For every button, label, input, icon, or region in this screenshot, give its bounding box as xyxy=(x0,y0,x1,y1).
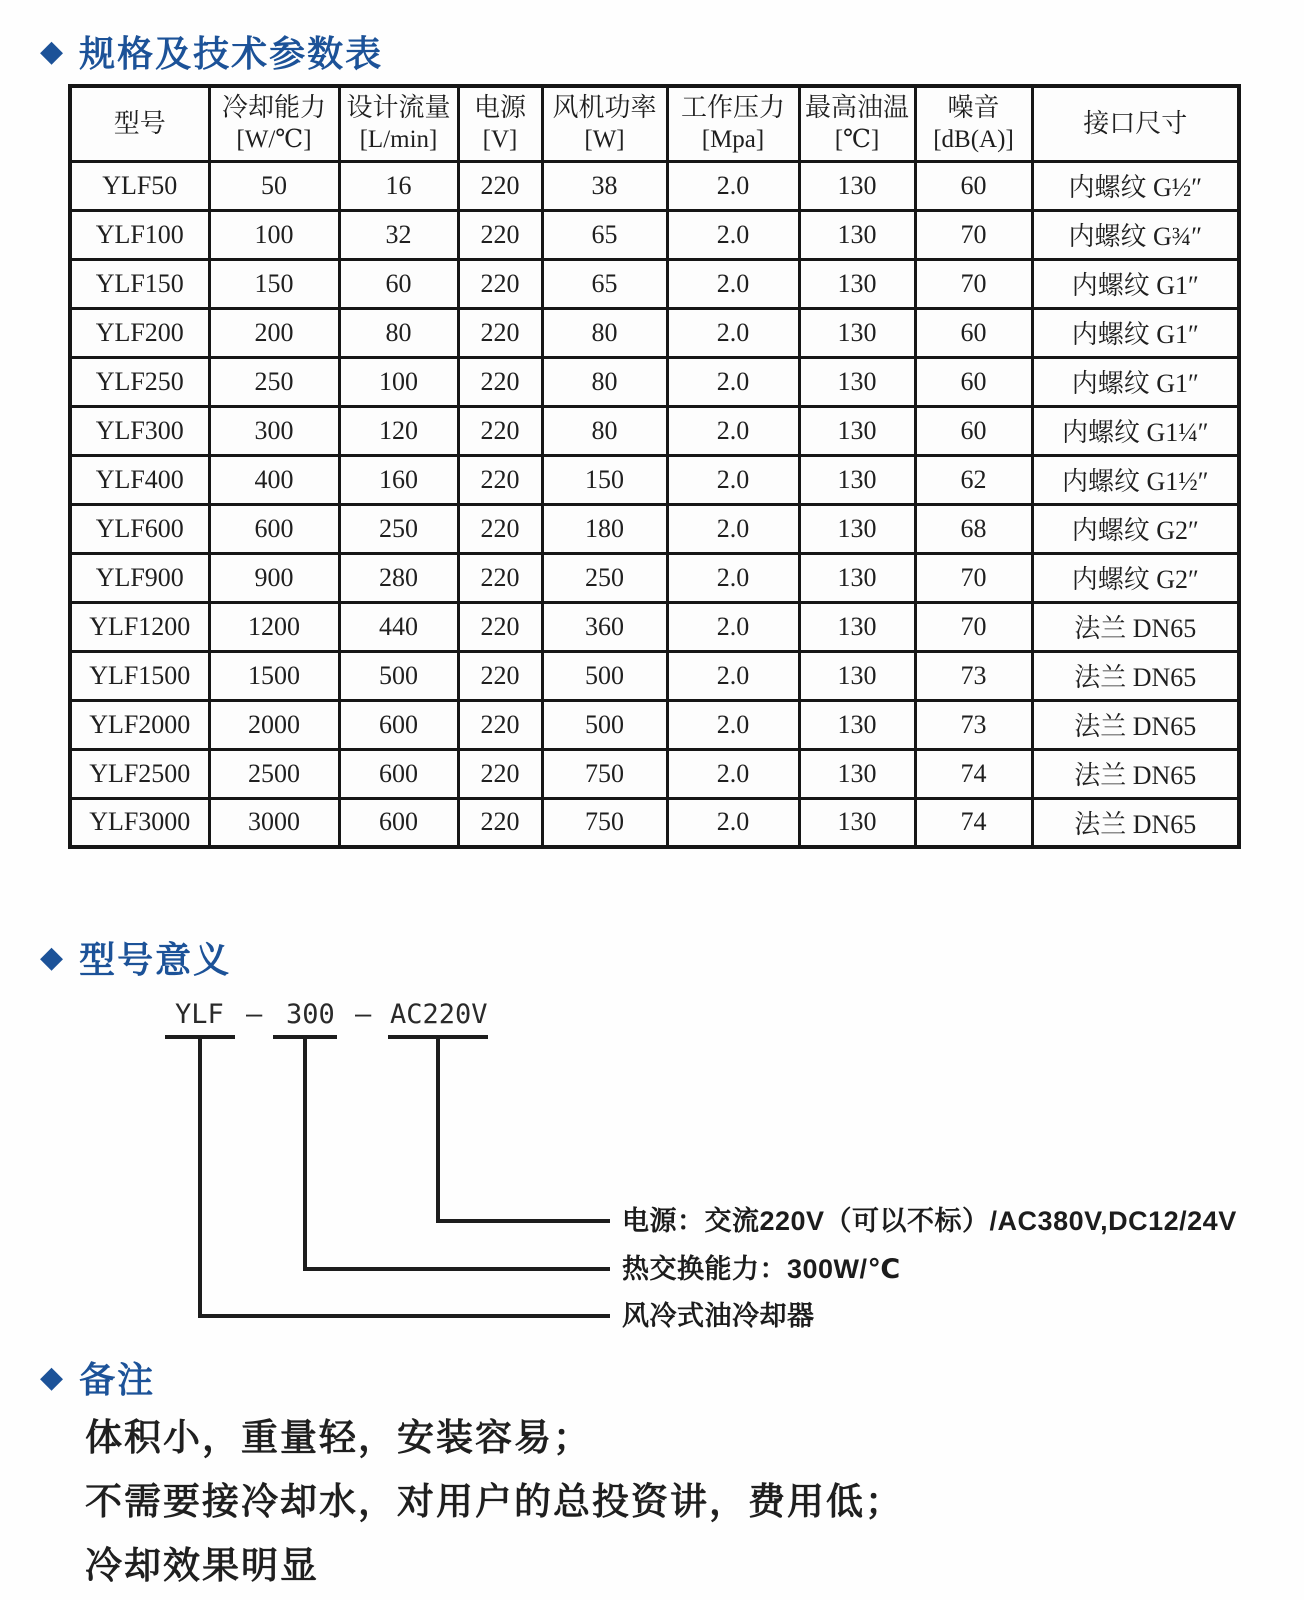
cell-noise: 68 xyxy=(915,504,1032,553)
cell-cooling-capacity: 600 xyxy=(209,504,339,553)
cell-noise: 70 xyxy=(915,553,1032,602)
model-separator: – xyxy=(246,999,263,1030)
cell-power-supply: 220 xyxy=(458,651,542,700)
cell-working-pressure: 2.0 xyxy=(667,259,799,308)
model-meaning-section-title: 型号意义 xyxy=(79,939,232,980)
connector-horizontal-prefix xyxy=(198,1314,610,1318)
spec-table-row xyxy=(70,602,1239,651)
cell-noise: 60 xyxy=(915,308,1032,357)
spec-table-row xyxy=(70,553,1239,602)
cell-design-flow: 160 xyxy=(339,455,458,504)
label-product-type: 风冷式油冷却器 xyxy=(622,1301,815,1331)
cell-interface-size: 内螺纹 G1″ xyxy=(1032,308,1239,357)
cell-design-flow: 100 xyxy=(339,357,458,406)
cell-cooling-capacity: 50 xyxy=(209,161,339,210)
cell-power-supply: 220 xyxy=(458,602,542,651)
cell-model: YLF600 xyxy=(70,504,209,553)
spec-table-row xyxy=(70,504,1239,553)
col-header-working-pressure: 工作压力 [Mpa] xyxy=(667,86,799,161)
connector-horizontal-capacity xyxy=(303,1267,610,1271)
cell-power-supply: 220 xyxy=(458,357,542,406)
cell-design-flow: 440 xyxy=(339,602,458,651)
col-header-model: 型号 xyxy=(70,86,209,161)
cell-fan-power: 500 xyxy=(542,700,667,749)
spec-table-row xyxy=(70,798,1239,847)
remarks-section-title: 备注 xyxy=(79,1359,156,1400)
cell-power-supply: 220 xyxy=(458,798,542,847)
label-heat-exchange: 热交换能力：300W/℃ xyxy=(622,1254,901,1284)
cell-noise: 70 xyxy=(915,259,1032,308)
cell-working-pressure: 2.0 xyxy=(667,700,799,749)
connector-horizontal-voltage xyxy=(436,1219,610,1223)
cell-working-pressure: 2.0 xyxy=(667,455,799,504)
cell-design-flow: 280 xyxy=(339,553,458,602)
cell-model: YLF200 xyxy=(70,308,209,357)
cell-model: YLF900 xyxy=(70,553,209,602)
cell-cooling-capacity: 2500 xyxy=(209,749,339,798)
connector-vertical-voltage xyxy=(436,1039,440,1223)
spec-table-row xyxy=(70,357,1239,406)
cell-power-supply: 220 xyxy=(458,455,542,504)
col-header-interface-size: 接口尺寸 xyxy=(1032,86,1239,161)
cell-power-supply: 220 xyxy=(458,406,542,455)
cell-fan-power: 750 xyxy=(542,798,667,847)
cell-power-supply: 220 xyxy=(458,504,542,553)
cell-working-pressure: 2.0 xyxy=(667,553,799,602)
cell-power-supply: 220 xyxy=(458,308,542,357)
cell-design-flow: 16 xyxy=(339,161,458,210)
cell-interface-size: 内螺纹 G2″ xyxy=(1032,504,1239,553)
diamond-bullet-icon: ◆ xyxy=(40,1360,64,1394)
spec-table-row xyxy=(70,651,1239,700)
cell-fan-power: 750 xyxy=(542,749,667,798)
cell-cooling-capacity: 2000 xyxy=(209,700,339,749)
cell-max-oil-temp: 130 xyxy=(799,504,915,553)
spec-table-row xyxy=(70,455,1239,504)
cell-model: YLF150 xyxy=(70,259,209,308)
specs-section-title: 规格及技术参数表 xyxy=(79,33,384,74)
cell-design-flow: 600 xyxy=(339,749,458,798)
cell-fan-power: 150 xyxy=(542,455,667,504)
cell-max-oil-temp: 130 xyxy=(799,406,915,455)
cell-interface-size: 内螺纹 G1″ xyxy=(1032,259,1239,308)
cell-power-supply: 220 xyxy=(458,749,542,798)
cell-model: YLF250 xyxy=(70,357,209,406)
cell-noise: 74 xyxy=(915,749,1032,798)
cell-working-pressure: 2.0 xyxy=(667,161,799,210)
cell-design-flow: 120 xyxy=(339,406,458,455)
cell-fan-power: 65 xyxy=(542,210,667,259)
cell-max-oil-temp: 130 xyxy=(799,210,915,259)
cell-power-supply: 220 xyxy=(458,553,542,602)
model-meaning-section-heading xyxy=(40,932,231,983)
cell-model: YLF100 xyxy=(70,210,209,259)
cell-cooling-capacity: 1200 xyxy=(209,602,339,651)
cell-working-pressure: 2.0 xyxy=(667,749,799,798)
cell-noise: 70 xyxy=(915,210,1032,259)
cell-cooling-capacity: 150 xyxy=(209,259,339,308)
cell-working-pressure: 2.0 xyxy=(667,308,799,357)
remark-line: 冷却效果明显 xyxy=(85,1545,319,1586)
cell-design-flow: 60 xyxy=(339,259,458,308)
cell-interface-size: 内螺纹 G2″ xyxy=(1032,553,1239,602)
cell-noise: 73 xyxy=(915,651,1032,700)
cell-interface-size: 内螺纹 G1¼″ xyxy=(1032,406,1239,455)
cell-power-supply: 220 xyxy=(458,700,542,749)
cell-interface-size: 内螺纹 G¾″ xyxy=(1032,210,1239,259)
cell-model: YLF50 xyxy=(70,161,209,210)
cell-cooling-capacity: 1500 xyxy=(209,651,339,700)
cell-interface-size: 法兰 DN65 xyxy=(1032,602,1239,651)
cell-max-oil-temp: 130 xyxy=(799,553,915,602)
cell-interface-size: 法兰 DN65 xyxy=(1032,651,1239,700)
cell-max-oil-temp: 130 xyxy=(799,161,915,210)
cell-fan-power: 500 xyxy=(542,651,667,700)
cell-model: YLF3000 xyxy=(70,798,209,847)
cell-interface-size: 内螺纹 G½″ xyxy=(1032,161,1239,210)
cell-power-supply: 220 xyxy=(458,161,542,210)
cell-max-oil-temp: 130 xyxy=(799,700,915,749)
cell-noise: 60 xyxy=(915,161,1032,210)
col-header-power-supply: 电源 [V] xyxy=(458,86,542,161)
model-prefix-text: YLF xyxy=(175,999,224,1030)
cell-cooling-capacity: 200 xyxy=(209,308,339,357)
cell-max-oil-temp: 130 xyxy=(799,455,915,504)
cell-cooling-capacity: 100 xyxy=(209,210,339,259)
cell-power-supply: 220 xyxy=(458,259,542,308)
cell-noise: 73 xyxy=(915,700,1032,749)
spec-table-row xyxy=(70,259,1239,308)
cell-fan-power: 360 xyxy=(542,602,667,651)
cell-cooling-capacity: 400 xyxy=(209,455,339,504)
spec-table-row xyxy=(70,308,1239,357)
cell-cooling-capacity: 300 xyxy=(209,406,339,455)
spec-table-body xyxy=(70,161,1239,847)
cell-working-pressure: 2.0 xyxy=(667,602,799,651)
connector-vertical-prefix xyxy=(198,1039,202,1318)
cell-fan-power: 80 xyxy=(542,357,667,406)
cell-design-flow: 250 xyxy=(339,504,458,553)
spec-table-row xyxy=(70,406,1239,455)
cell-interface-size: 内螺纹 G1″ xyxy=(1032,357,1239,406)
cell-max-oil-temp: 130 xyxy=(799,308,915,357)
remarks-list xyxy=(85,1406,904,1598)
table-header-row xyxy=(70,86,1239,161)
cell-fan-power: 65 xyxy=(542,259,667,308)
cell-working-pressure: 2.0 xyxy=(667,406,799,455)
col-header-cooling-capacity: 冷却能力 [W/℃] xyxy=(209,86,339,161)
spec-table-row xyxy=(70,700,1239,749)
connector-vertical-capacity xyxy=(303,1039,307,1271)
spec-table xyxy=(68,84,1241,849)
cell-cooling-capacity: 900 xyxy=(209,553,339,602)
model-separator: – xyxy=(355,999,372,1030)
cell-max-oil-temp: 130 xyxy=(799,651,915,700)
cell-design-flow: 32 xyxy=(339,210,458,259)
cell-max-oil-temp: 130 xyxy=(799,357,915,406)
col-header-fan-power: 风机功率 [W] xyxy=(542,86,667,161)
cell-interface-size: 内螺纹 G1½″ xyxy=(1032,455,1239,504)
label-power-supply: 电源：交流220V（可以不标）/AC380V,DC12/24V xyxy=(622,1206,1237,1236)
cell-fan-power: 80 xyxy=(542,308,667,357)
remarks-section-heading xyxy=(40,1352,155,1403)
cell-noise: 70 xyxy=(915,602,1032,651)
cell-interface-size: 法兰 DN65 xyxy=(1032,700,1239,749)
cell-noise: 60 xyxy=(915,406,1032,455)
cell-design-flow: 80 xyxy=(339,308,458,357)
cell-fan-power: 80 xyxy=(542,406,667,455)
diamond-bullet-icon: ◆ xyxy=(40,34,64,68)
cell-working-pressure: 2.0 xyxy=(667,504,799,553)
cell-max-oil-temp: 130 xyxy=(799,259,915,308)
diamond-bullet-icon: ◆ xyxy=(40,940,64,974)
cell-noise: 74 xyxy=(915,798,1032,847)
cell-working-pressure: 2.0 xyxy=(667,798,799,847)
remark-line: 体积小，重量轻，安装容易； xyxy=(85,1417,592,1458)
cell-model: YLF300 xyxy=(70,406,209,455)
spec-table-row xyxy=(70,749,1239,798)
cell-model: YLF1500 xyxy=(70,651,209,700)
cell-model: YLF2500 xyxy=(70,749,209,798)
cell-design-flow: 600 xyxy=(339,700,458,749)
spec-table-row xyxy=(70,210,1239,259)
model-voltage-text: AC220V xyxy=(390,999,488,1030)
cell-model: YLF2000 xyxy=(70,700,209,749)
cell-power-supply: 220 xyxy=(458,210,542,259)
col-header-noise: 噪音 [dB(A)] xyxy=(915,86,1032,161)
cell-model: YLF400 xyxy=(70,455,209,504)
col-header-max-oil-temp: 最高油温 [℃] xyxy=(799,86,915,161)
cell-noise: 62 xyxy=(915,455,1032,504)
cell-design-flow: 600 xyxy=(339,798,458,847)
specs-section-heading xyxy=(40,26,383,77)
col-header-design-flow: 设计流量 [L/min] xyxy=(339,86,458,161)
cell-working-pressure: 2.0 xyxy=(667,651,799,700)
cell-design-flow: 500 xyxy=(339,651,458,700)
cell-cooling-capacity: 3000 xyxy=(209,798,339,847)
cell-fan-power: 38 xyxy=(542,161,667,210)
cell-fan-power: 250 xyxy=(542,553,667,602)
cell-interface-size: 法兰 DN65 xyxy=(1032,798,1239,847)
cell-max-oil-temp: 130 xyxy=(799,798,915,847)
cell-working-pressure: 2.0 xyxy=(667,357,799,406)
cell-interface-size: 法兰 DN65 xyxy=(1032,749,1239,798)
remark-line: 不需要接冷却水，对用户的总投资讲，费用低； xyxy=(85,1481,904,1522)
cell-working-pressure: 2.0 xyxy=(667,210,799,259)
cell-fan-power: 180 xyxy=(542,504,667,553)
cell-max-oil-temp: 130 xyxy=(799,602,915,651)
cell-noise: 60 xyxy=(915,357,1032,406)
model-capacity-text: 300 xyxy=(286,999,335,1030)
cell-max-oil-temp: 130 xyxy=(799,749,915,798)
spec-table-row xyxy=(70,161,1239,210)
cell-cooling-capacity: 250 xyxy=(209,357,339,406)
cell-model: YLF1200 xyxy=(70,602,209,651)
